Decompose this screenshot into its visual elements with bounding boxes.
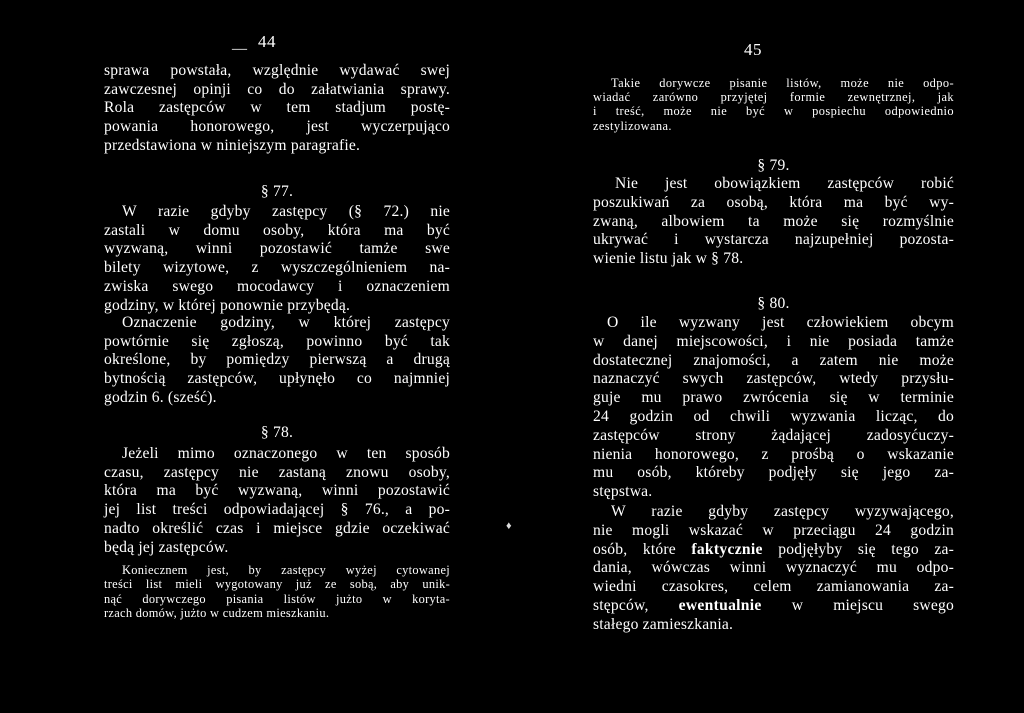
text-line: bilety wizytowe, z wyszczególnieniem na- [104,259,450,277]
section-heading-78 [104,424,450,443]
text-line: Nie jest obowiązkiem zastępców robić [615,175,954,192]
text-line: dostatecznej znajomości, a zatem nie może [593,351,954,369]
text-line: Oznaczenie godziny, w której zastępcy [122,314,450,331]
right-page-number: 45 [744,40,762,59]
text-line: która ma być wyzwaną, winni pozostawić [104,482,450,500]
ink-blot-icon: ♦ [506,520,512,532]
text-line: zawczesnej opinji co do załatwiania sprawy. [104,80,450,98]
text-line: będą jej zastępców. [104,538,229,556]
text-line: O ile wyzwany jest człowiekiem obcym [607,314,954,331]
section-heading-77 [104,183,450,202]
paragraph-79 [593,175,954,269]
text-line: dania, wówczas winni wyznaczyć mu odpo- [593,559,954,577]
text-line: jej list treści odpowiadającej § 76., a po- [104,501,450,519]
footnote-left [104,563,450,620]
text-line: W razie gdyby zastępcy wyzywającego, [611,503,954,520]
text-line: mu osób, któreby podjęły się jego za- [593,464,954,482]
text-line: nie mogli wskazać w przeciągu 24 godzin [593,521,954,539]
text-segment: w miejscu swego [761,596,954,614]
note-line: wiadać zarówno przyjętej formie zewnętrznej, jak [593,90,954,105]
text-line: określone, by pomiędzy pierwszą a drugą [104,351,450,369]
section-number: § 79. [757,157,790,174]
text-line: bytnością zastępców, upłynęło co najmniej [104,370,450,388]
section-heading-79 [593,157,954,176]
section-number: § 78. [260,424,294,441]
section-heading-80 [593,295,954,314]
section-number: § 80. [757,295,790,312]
emphasized-word: faktycznie [691,540,763,558]
paragraph-intro [104,62,450,156]
note-line: rzach domów, jużto w cudzem mieszkaniu. [104,605,330,620]
text-line: w danej miejscowości, i nie posiada tamże [593,332,954,350]
text-line: zwaną, albowiem ta może się rozmyślnie [593,212,954,230]
text-line: wiedni czasokres, celem zamianowania za- [593,578,954,596]
text-line: sprawa powstała, względnie wydawać swej [104,62,450,79]
text-line: poszukiwań za osobą, która ma być wy- [593,193,954,211]
footnote-right [593,76,954,133]
text-segment: stępców, [593,596,679,614]
text-line [593,541,954,560]
note-line: Koniecznem jest, by zastępcy wyżej cytowanej [122,563,450,577]
text-line: czasu, zastępcy nie zastaną znowu osoby, [104,463,450,481]
text-segment: osób, które [593,540,692,558]
paragraph-80a [593,314,954,502]
note-line: i treść, może nie być w pospiechu odpowiednio [593,104,954,119]
note-line: nąć dorywczego pisania listów jużto w koryta- [104,591,450,606]
paragraph-77b [104,314,450,408]
note-line: zestylizowana. [593,118,672,133]
text-line: powtórnie się zgłoszą, powinno być tak [104,332,450,350]
text-line: godzin 6. (sześć). [104,388,217,406]
text-line: zastępców strony żądającej zadosyćuczy- [593,426,954,444]
text-line: naznaczyć swych zastępców, wtedy przysłu- [593,370,954,388]
paragraph-77a [104,203,450,315]
section-number: § 77. [260,183,294,200]
text-line: przedstawiona w niniejszym paragrafie. [104,136,361,154]
text-line: nadto określić czas i miejsce gdzie oczekiwać [104,519,450,537]
text-line: powania honorowego, jest wyczerpująco [104,118,450,136]
paragraph-80b [593,503,954,635]
text-line: ukrywać i wystarcza najzupełniej pozosta- [593,231,954,249]
text-line: wienie listu jak w § 78. [593,250,744,268]
text-line: Rola zastępców w tem stadjum postę- [104,99,450,117]
text-line: W razie gdyby zastępcy (§ 72.) nie [122,203,450,220]
left-page-number: 44 [258,32,276,51]
text-line: stałego zamieszkania. [593,615,734,633]
page-number-dash: — [232,41,247,57]
text-line: guje mu prawo zwrócenia się w terminie [593,389,954,407]
paragraph-78 [104,445,450,557]
text-line: wyzwaną, winni pozostawić tamże swe [104,240,450,258]
text-line: godziny, w której ponownie przybędą. [104,296,351,314]
right-page [512,0,1024,713]
text-line: zwiska swego mocodawcy i oznaczeniem [104,277,450,295]
text-line: 24 godzin od chwili wyzwania licząc, do [593,407,954,425]
note-line: treści list mieli wygotowany już ze sobą, aby unik- [104,577,450,592]
text-line [593,597,954,616]
note-line: Takie dorywcze pisanie listów, może nie odpo- [611,76,954,90]
emphasized-word: ewentualnie [678,596,762,614]
text-line: zastali w domu osoby, która ma być [104,221,450,239]
text-line: Jeżeli mimo oznaczonego w ten sposób [122,445,450,462]
text-line: nienia honorowego, z prośbą o wskazanie [593,445,954,463]
text-line: stępstwa. [593,483,653,501]
text-segment: podjęłyby się tego za- [762,540,954,558]
